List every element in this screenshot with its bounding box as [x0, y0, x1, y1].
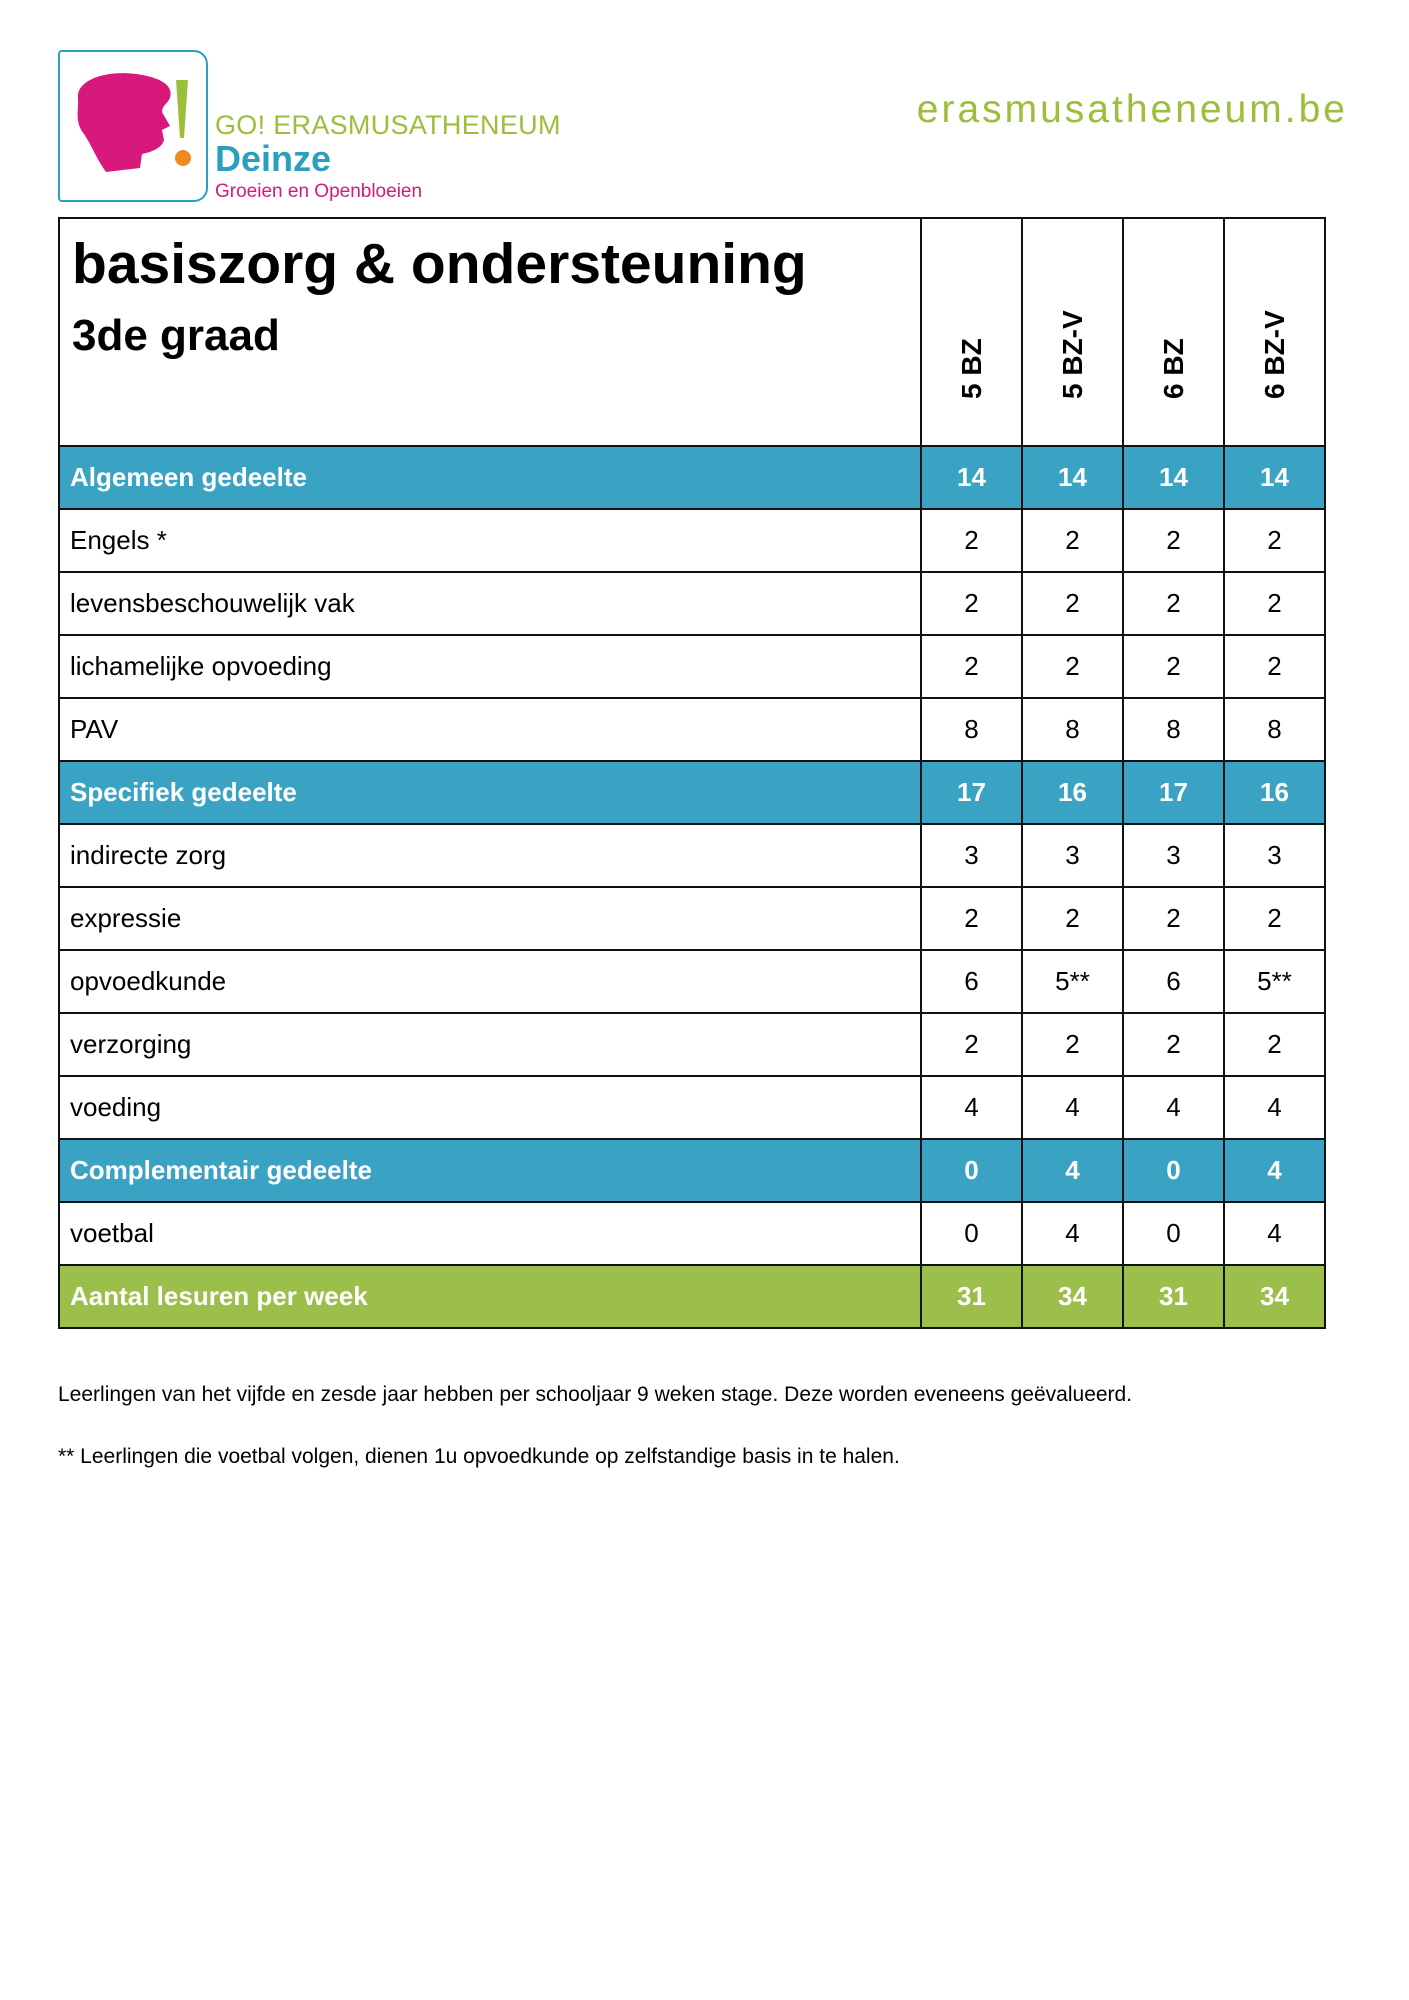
hours-cell: 2 [1123, 572, 1224, 635]
hours-cell: 2 [1224, 887, 1325, 950]
table-row [59, 1076, 1325, 1139]
table-subtitle: 3de graad [72, 311, 280, 360]
hours-cell: 8 [1123, 698, 1224, 761]
row-label: Algemeen gedeelte [59, 446, 921, 509]
column-header-label: 6 BZ-V [1258, 310, 1290, 399]
column-header-label: 6 BZ [1157, 338, 1189, 399]
table-row [59, 887, 1325, 950]
hours-cell: 4 [1224, 1202, 1325, 1265]
note-internship: Leerlingen van het vijfde en zesde jaar hebben per schooljaar 9 weken stage. Deze worden eveneens geëvalueerd. [58, 1383, 1133, 1406]
hours-cell: 0 [921, 1202, 1022, 1265]
hours-cell: 2 [1022, 509, 1123, 572]
row-label: PAV [59, 698, 921, 761]
row-label: verzorging [59, 1013, 921, 1076]
head-silhouette-icon [66, 68, 191, 178]
hours-cell: 2 [1022, 887, 1123, 950]
hours-cell: 2 [1123, 1013, 1224, 1076]
school-logo [58, 50, 561, 202]
logo-city: Deinze [215, 138, 332, 179]
hours-cell: 5** [1022, 950, 1123, 1013]
hours-cell: 3 [1022, 824, 1123, 887]
hours-cell: 5** [1224, 950, 1325, 1013]
logo-school-name: GO! ERASMUSATHENEUM [215, 110, 561, 140]
column-header [1022, 218, 1123, 446]
column-header-label: 5 BZ-V [1056, 310, 1088, 399]
hours-cell: 16 [1022, 761, 1123, 824]
hours-cell: 8 [921, 698, 1022, 761]
column-header [1224, 218, 1325, 446]
hours-cell: 2 [1224, 635, 1325, 698]
table-row [59, 824, 1325, 887]
table-title: basiszorg & ondersteuning [72, 232, 807, 296]
hours-cell: 2 [1022, 635, 1123, 698]
hours-cell: 2 [921, 635, 1022, 698]
hours-cell: 0 [1123, 1139, 1224, 1202]
table-row [59, 1202, 1325, 1265]
hours-cell: 2 [1022, 572, 1123, 635]
hours-cell: 14 [921, 446, 1022, 509]
hours-cell: 16 [1224, 761, 1325, 824]
hours-cell: 4 [1123, 1076, 1224, 1139]
row-label: voeding [59, 1076, 921, 1139]
section-row [59, 761, 1325, 824]
row-label: expressie [59, 887, 921, 950]
hours-cell: 4 [921, 1076, 1022, 1139]
section-row [59, 446, 1325, 509]
table-row [59, 698, 1325, 761]
row-label: Aantal lesuren per week [59, 1265, 921, 1328]
hours-cell: 4 [1022, 1076, 1123, 1139]
table-row [59, 509, 1325, 572]
note-football: ** Leerlingen die voetbal volgen, dienen 1u opvoedkunde op zelfstandige basis in te halen. [58, 1445, 900, 1468]
hours-cell: 14 [1022, 446, 1123, 509]
logo-slogan: Groeien en Openbloeien [215, 181, 423, 202]
total-row [59, 1265, 1325, 1328]
hours-cell: 4 [1224, 1076, 1325, 1139]
hours-cell: 2 [921, 509, 1022, 572]
hours-cell: 17 [1123, 761, 1224, 824]
table-row [59, 950, 1325, 1013]
table-body [59, 446, 1325, 1328]
row-label: Complementair gedeelte [59, 1139, 921, 1202]
hours-cell: 14 [1224, 446, 1325, 509]
row-label: opvoedkunde [59, 950, 921, 1013]
hours-cell: 34 [1224, 1265, 1325, 1328]
hours-cell: 2 [1123, 635, 1224, 698]
table-row [59, 1013, 1325, 1076]
lesson-table [58, 217, 1326, 1329]
hours-cell: 4 [1224, 1139, 1325, 1202]
row-label: voetbal [59, 1202, 921, 1265]
hours-cell: 14 [1123, 446, 1224, 509]
hours-cell: 2 [1123, 887, 1224, 950]
hours-cell: 6 [1123, 950, 1224, 1013]
hours-cell: 17 [921, 761, 1022, 824]
hours-cell: 8 [1224, 698, 1325, 761]
section-row [59, 1139, 1325, 1202]
hours-cell: 31 [921, 1265, 1022, 1328]
hours-cell: 2 [1224, 509, 1325, 572]
hours-cell: 3 [1224, 824, 1325, 887]
row-label: lichamelijke opvoeding [59, 635, 921, 698]
column-header [921, 218, 1022, 446]
row-label: Engels * [59, 509, 921, 572]
hours-cell: 2 [921, 572, 1022, 635]
hours-cell: 2 [1224, 572, 1325, 635]
hours-cell: 3 [921, 824, 1022, 887]
row-label: indirecte zorg [59, 824, 921, 887]
hours-cell: 3 [1123, 824, 1224, 887]
hours-cell: 2 [921, 1013, 1022, 1076]
row-label: Specifiek gedeelte [59, 761, 921, 824]
column-header [1123, 218, 1224, 446]
hours-cell: 4 [1022, 1202, 1123, 1265]
table-row [59, 572, 1325, 635]
hours-cell: 6 [921, 950, 1022, 1013]
hours-cell: 31 [1123, 1265, 1224, 1328]
hours-cell: 2 [1224, 1013, 1325, 1076]
row-label: levensbeschouwelijk vak [59, 572, 921, 635]
hours-cell: 2 [921, 887, 1022, 950]
website-link[interactable]: erasmusatheneum.be [916, 88, 1348, 131]
hours-cell: 34 [1022, 1265, 1123, 1328]
hours-cell: 0 [1123, 1202, 1224, 1265]
hours-cell: 4 [1022, 1139, 1123, 1202]
hours-cell: 0 [921, 1139, 1022, 1202]
table-heading-cell [59, 218, 921, 446]
hours-cell: 2 [1022, 1013, 1123, 1076]
hours-cell: 2 [1123, 509, 1224, 572]
table-row [59, 635, 1325, 698]
hours-cell: 8 [1022, 698, 1123, 761]
column-header-label: 5 BZ [955, 338, 987, 399]
